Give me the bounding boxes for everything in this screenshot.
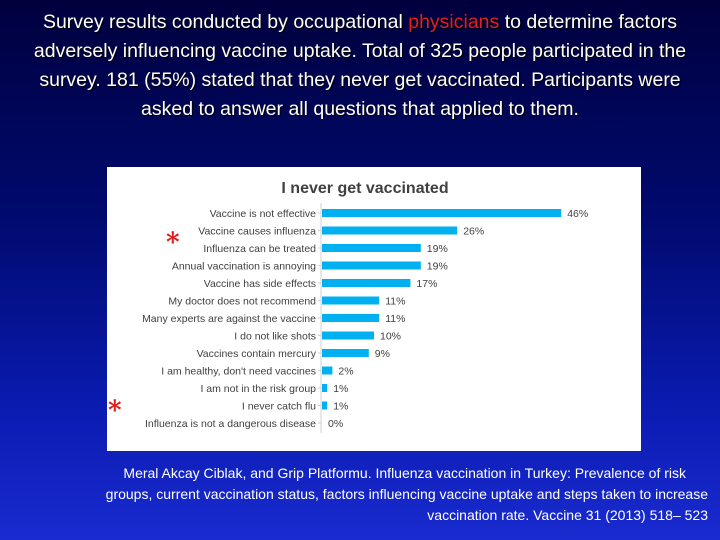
value-label-my-doctor-does-not-recommend: 11% — [385, 295, 406, 308]
value-label-i-do-not-like-shots: 10% — [380, 330, 402, 343]
value-label-many-experts-are-against-the-vaccine: 11% — [385, 313, 406, 325]
category-label-influenza-is-not-a-dangerous-disease: Influenza is not a dangerous disease — [144, 418, 316, 430]
value-label-i-never-catch-flu: 1% — [333, 400, 349, 413]
bar-vaccines-contain-mercury — [322, 349, 369, 357]
slide-title — [20, 8, 700, 124]
category-label-my-doctor-does-not-recommend: My doctor does not recommend — [168, 295, 316, 308]
value-label-vaccines-contain-mercury: 9% — [374, 348, 390, 360]
category-label-vaccine-is-not-effective: Vaccine is not effective — [209, 208, 316, 220]
bar-i-am-not-in-the-risk-group — [322, 384, 327, 392]
value-label-i-am-not-in-the-risk-group: 1% — [333, 383, 349, 395]
asterisk-marker-never-catch: * — [108, 396, 122, 426]
bar-annual-vaccination-is-annoying — [322, 262, 421, 270]
category-label-i-am-not-in-the-risk-group: I am not in the risk group — [200, 383, 316, 395]
bar-i-do-not-like-shots — [322, 332, 374, 340]
citation — [8, 463, 708, 526]
value-label-vaccine-is-not-effective: 46% — [567, 208, 589, 220]
category-label-vaccines-contain-mercury: Vaccines contain mercury — [196, 348, 316, 360]
category-label-i-do-not-like-shots: I do not like shots — [234, 330, 316, 343]
category-label-influenza-can-be-treated: Influenza can be treated — [203, 243, 316, 255]
bar-my-doctor-does-not-recommend — [322, 297, 379, 305]
value-label-influenza-can-be-treated: 19% — [426, 243, 448, 255]
category-label-vaccine-causes-influenza: Vaccine causes influenza — [198, 225, 316, 238]
value-label-i-am-healthy-don-t-need-vaccines: 2% — [338, 365, 354, 378]
value-label-influenza-is-not-a-dangerous-disease: 0% — [328, 418, 344, 430]
category-label-annual-vaccination-is-annoying: Annual vaccination is annoying — [171, 260, 316, 273]
bar-many-experts-are-against-the-vaccine — [322, 314, 379, 322]
title-highlight: physicians — [408, 11, 500, 33]
bar-i-never-catch-flu — [322, 402, 327, 410]
value-label-vaccine-causes-influenza: 26% — [463, 225, 485, 238]
title-part-1: Survey results conducted by occupational — [42, 11, 403, 33]
value-label-vaccine-has-side-effects: 17% — [416, 278, 438, 290]
category-label-vaccine-has-side-effects: Vaccine has side effects — [203, 278, 316, 290]
value-label-annual-vaccination-is-annoying: 19% — [426, 260, 448, 273]
citation-line-2: groups, current vaccination status, factors influencing vaccine uptake and steps taken to increase — [105, 486, 708, 502]
category-label-i-never-catch-flu: I never catch flu — [241, 400, 316, 413]
bar-vaccine-has-side-effects — [322, 279, 410, 287]
bar-influenza-can-be-treated — [322, 244, 421, 252]
chart-title: I never get vaccinated — [281, 180, 449, 197]
category-label-i-am-healthy-don-t-need-vaccines: I am healthy, don't need vaccines — [161, 365, 316, 378]
citation-line-3: vaccination rate. Vaccine 31 (2013) 518– 523 — [427, 507, 708, 523]
bar-vaccine-causes-influenza — [322, 227, 457, 235]
title-part-2: to determine factors adversely influencing vaccine uptake. Total of 325 people participated in the survey. 181 (55%) stated that they never get vaccinated. Participants were asked to answer all questions that applied to them. — [33, 11, 687, 120]
citation-line-1: Meral Akcay Ciblak, and Grip Platformu. Influenza vaccination in Turkey: Prevalence of risk — [123, 465, 686, 481]
bar-vaccine-is-not-effective — [322, 209, 561, 217]
asterisk-marker-treated: * — [166, 228, 180, 258]
bar-i-am-healthy-don-t-need-vaccines — [322, 367, 332, 375]
chart-canvas — [107, 167, 641, 451]
category-label-many-experts-are-against-the-vaccine: Many experts are against the vaccine — [142, 313, 316, 325]
bar-chart — [107, 167, 641, 451]
